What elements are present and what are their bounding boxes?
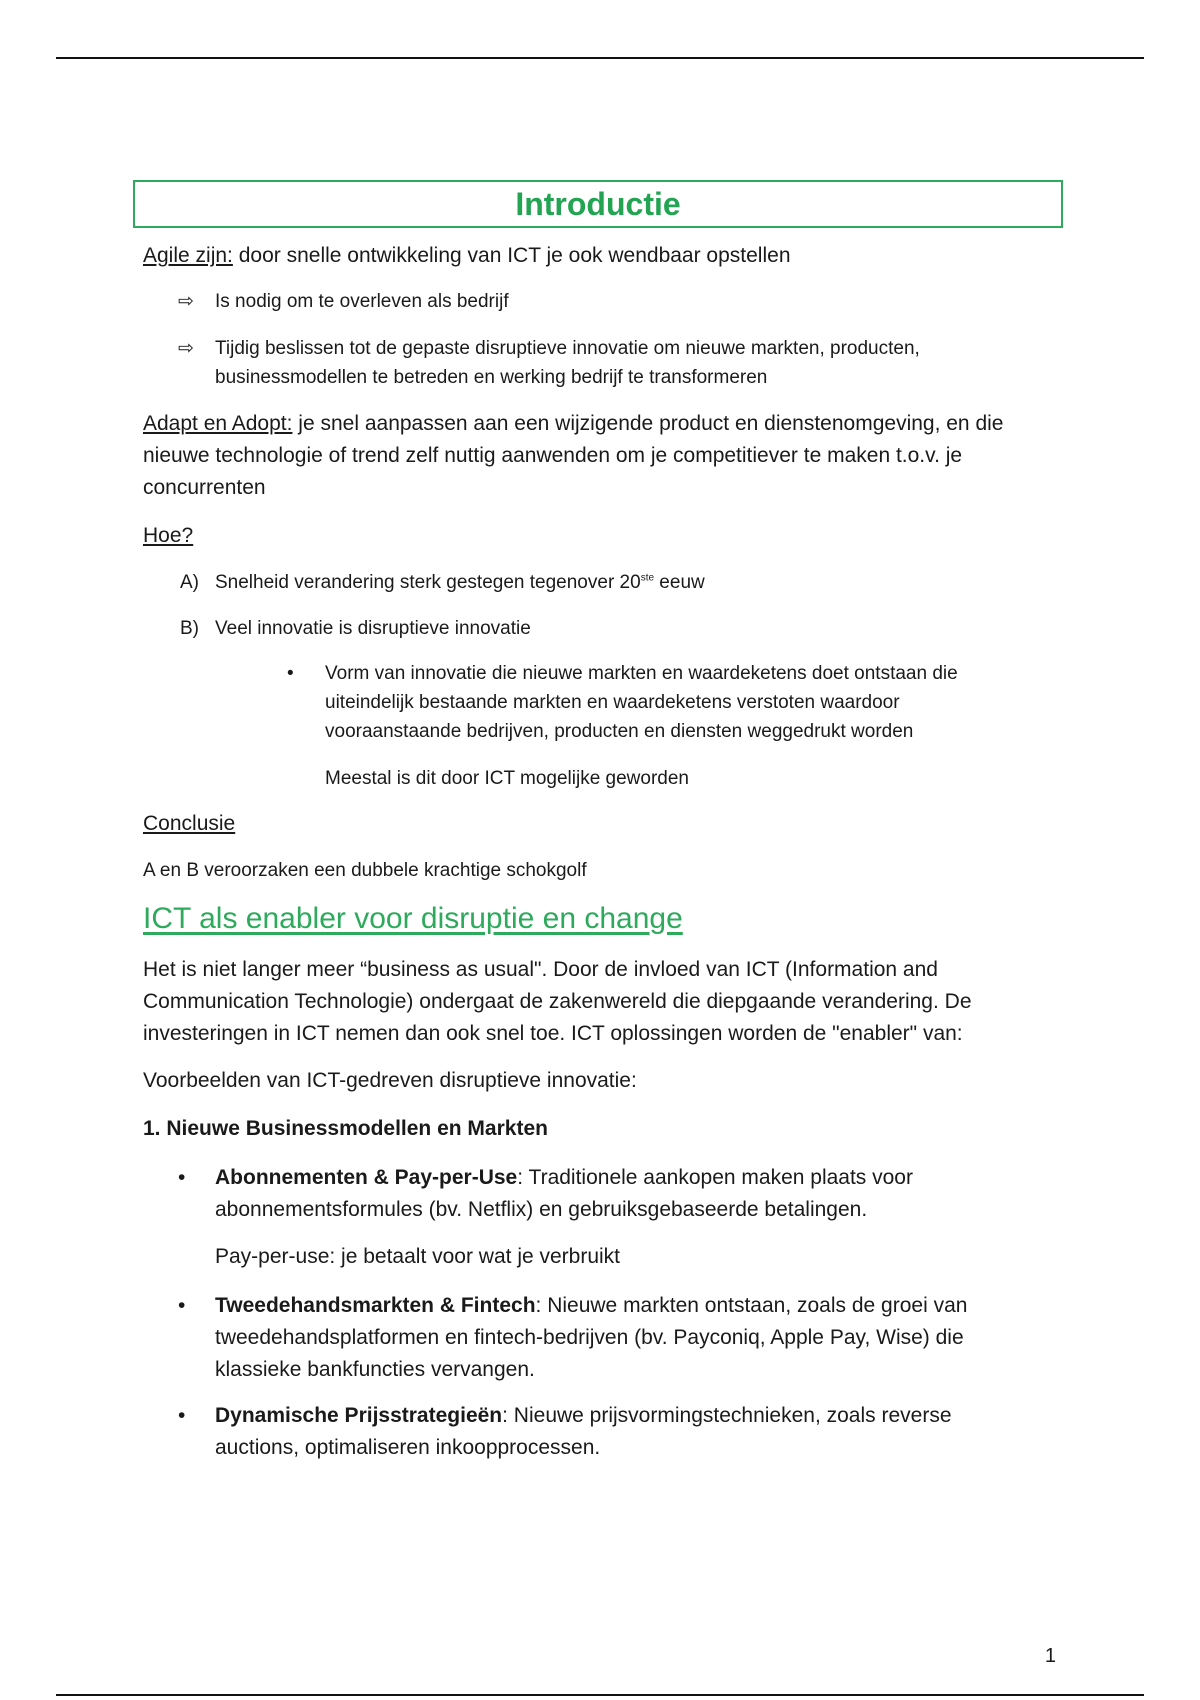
examples-intro: Voorbeelden van ICT-gedreven disruptieve innovatie:: [143, 1069, 637, 1092]
example-item-1-line2: abonnementsformules (bv. Netflix) en gebruiksgebaseerde betalingen.: [215, 1198, 868, 1221]
page-number: 1: [1044, 1645, 1056, 1667]
arrow-icon: ⇨: [178, 338, 194, 359]
conclusie-text: A en B veroorzaken een dubbele krachtige schokgolf: [143, 860, 587, 881]
example-item-2: [215, 1290, 967, 1386]
example-item-2-line1: : Nieuwe markten ontstaan, zoals de groei van: [535, 1294, 968, 1317]
example-item-2-line3: klassieke bankfuncties vervangen.: [215, 1358, 535, 1381]
adapt-term: Adapt en Adopt:: [143, 412, 293, 435]
hoe-item-a-sup: ste: [640, 572, 655, 584]
arrow-icon: ⇨: [178, 291, 194, 312]
bullet-icon: •: [178, 1404, 186, 1427]
intro-line2: Communication Technologie) ondergaat de zakenwereld die diepgaande verandering. De: [143, 990, 972, 1013]
hoe-subitem: [325, 659, 958, 746]
example-item-2-term: Tweedehandsmarkten & Fintech: [215, 1294, 536, 1317]
title-text: Introductie: [515, 185, 681, 222]
hoe-heading: Hoe?: [143, 524, 194, 547]
example-item-2-line2: tweedehandsplatformen en fintech-bedrijven (bv. Payconiq, Apple Pay, Wise) die: [215, 1326, 964, 1349]
bullet-icon: •: [287, 663, 294, 684]
section-title-introductie: [133, 180, 1063, 228]
example-item-3-line1: : Nieuwe prijsvormingstechnieken, zoals reverse: [502, 1404, 952, 1427]
conclusie-heading: Conclusie: [143, 812, 236, 835]
agile-paragraph: [143, 240, 791, 272]
section2-intro: [143, 954, 972, 1050]
example-item-3: [215, 1400, 952, 1464]
list-label-a: A): [180, 572, 199, 593]
agile-bullet-2: [215, 334, 920, 392]
bullet-icon: •: [178, 1166, 186, 1189]
examples-subheading: 1. Nieuwe Businessmodellen en Markten: [143, 1117, 548, 1140]
example-item-1-term: Abonnementen & Pay-per-Use: [215, 1166, 518, 1189]
example-item-1: [215, 1162, 913, 1226]
hoe-subitem-line1: Vorm van innovatie die nieuwe markten en waardeketens doet ontstaan die: [325, 663, 958, 684]
hoe-subitem-line3: vooraanstaande bedrijven, producten en diensten weggedrukt worden: [325, 721, 914, 742]
hoe-item-a: [215, 568, 705, 597]
agile-term: Agile zijn:: [143, 244, 233, 267]
agile-bullet-1: Is nodig om te overleven als bedrijf: [215, 291, 509, 312]
hoe-item-a-text: Snelheid verandering sterk gestegen tegenover 20: [215, 572, 641, 593]
intro-line1: Het is niet langer meer “business as usual". Door de invloed van ICT (Information and: [143, 958, 938, 981]
hoe-item-b: Veel innovatie is disruptieve innovatie: [215, 618, 531, 639]
agile-bullet-2-line1: Tijdig beslissen tot de gepaste disruptieve innovatie om nieuwe markten, producten,: [215, 338, 920, 359]
footer-rule: [56, 1694, 1144, 1696]
list-label-b: B): [180, 618, 199, 639]
example-item-1-line1: : Traditionele aankopen maken plaats voor: [517, 1166, 913, 1189]
header-rule: [56, 57, 1144, 59]
example-item-3-term: Dynamische Prijsstrategieën: [215, 1404, 503, 1427]
agile-text: door snelle ontwikkeling van ICT je ook wendbaar opstellen: [232, 244, 791, 267]
section-heading-ict-enabler: ICT als enabler voor disruptie en change: [143, 902, 683, 935]
agile-bullet-2-line2: businessmodellen te betreden en werking bedrijf te transformeren: [215, 367, 768, 388]
bullet-icon: •: [178, 1294, 186, 1317]
intro-line3: investeringen in ICT nemen dan ook snel toe. ICT oplossingen worden de "enabler" van:: [143, 1022, 963, 1045]
adapt-paragraph: [143, 408, 1003, 504]
hoe-subitem-line2: uiteindelijk bestaande markten en waardeketens verstoten waardoor: [325, 692, 900, 713]
hoe-note: Meestal is dit door ICT mogelijke geworden: [325, 768, 689, 789]
adapt-line3: concurrenten: [143, 476, 266, 499]
hoe-item-a-end: eeuw: [654, 572, 705, 593]
adapt-line1: je snel aanpassen aan een wijzigende product en dienstenomgeving, en die: [292, 412, 1004, 435]
example-item-1-note: Pay-per-use: je betaalt voor wat je verbruikt: [215, 1245, 621, 1268]
adapt-line2: nieuwe technologie of trend zelf nuttig aanwenden om je competitiever te maken t.o.v. je: [143, 444, 963, 467]
example-item-3-line2: auctions, optimaliseren inkoopprocessen.: [215, 1436, 601, 1459]
